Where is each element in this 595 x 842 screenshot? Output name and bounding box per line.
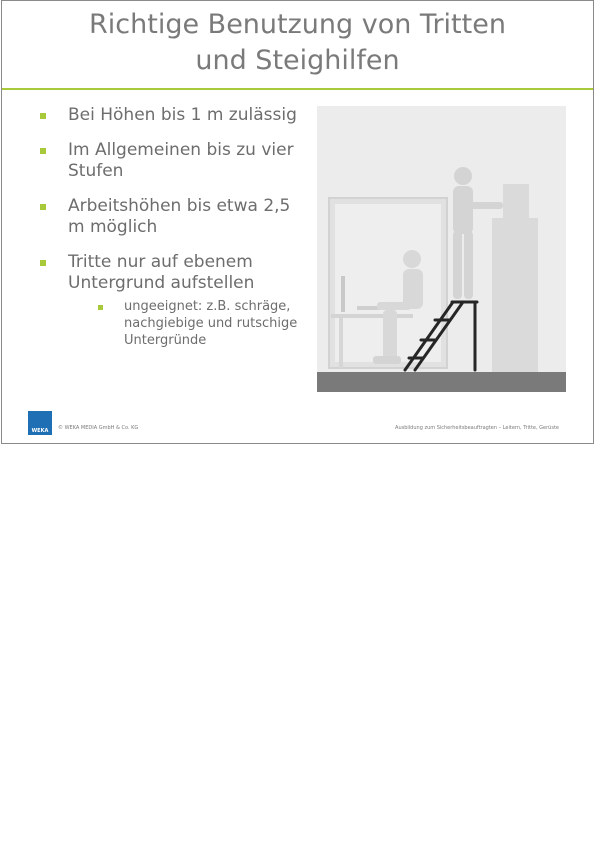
bullet-item [40,196,310,238]
sub-bullet-text: ungeeignet: z.B. schräge, nachgiebige und rutschige Untergründe [124,299,298,348]
bullet-marker-icon [40,204,46,210]
bullet-marker-icon [40,113,46,119]
bullet-text: Bei Höhen bis 1 m zulässig [68,105,297,125]
bullet-marker-icon [40,148,46,154]
slide [1,0,594,444]
copyright-text: © WEKA MEDIA GmbH & Co. KG [58,425,139,431]
bullet-item [40,140,310,182]
course-title: Ausbildung zum Sicherheitsbeauftragten – Leitern, Tritte, Gerüste [395,425,559,431]
bullet-list [40,105,310,363]
slide-title [2,7,593,79]
bullet-text: Tritte nur auf ebenem Untergrund aufstellen [68,252,255,293]
sub-bullet-marker-icon [98,305,103,310]
title-line-1: Richtige Benutzung von Tritten [89,9,506,40]
bullet-item [40,105,310,126]
step-stool-illustration [317,106,566,392]
title-line-2: und Steighilfen [195,45,400,76]
title-divider [2,88,593,90]
bullet-text: Im Allgemeinen bis zu vier Stufen [68,140,294,181]
bullet-marker-icon [40,260,46,266]
weka-logo: WEKA [28,411,52,435]
sub-bullet-item [68,298,310,349]
bullet-item [40,252,310,349]
bullet-text: Arbeitshöhen bis etwa 2,5 m möglich [68,196,291,237]
